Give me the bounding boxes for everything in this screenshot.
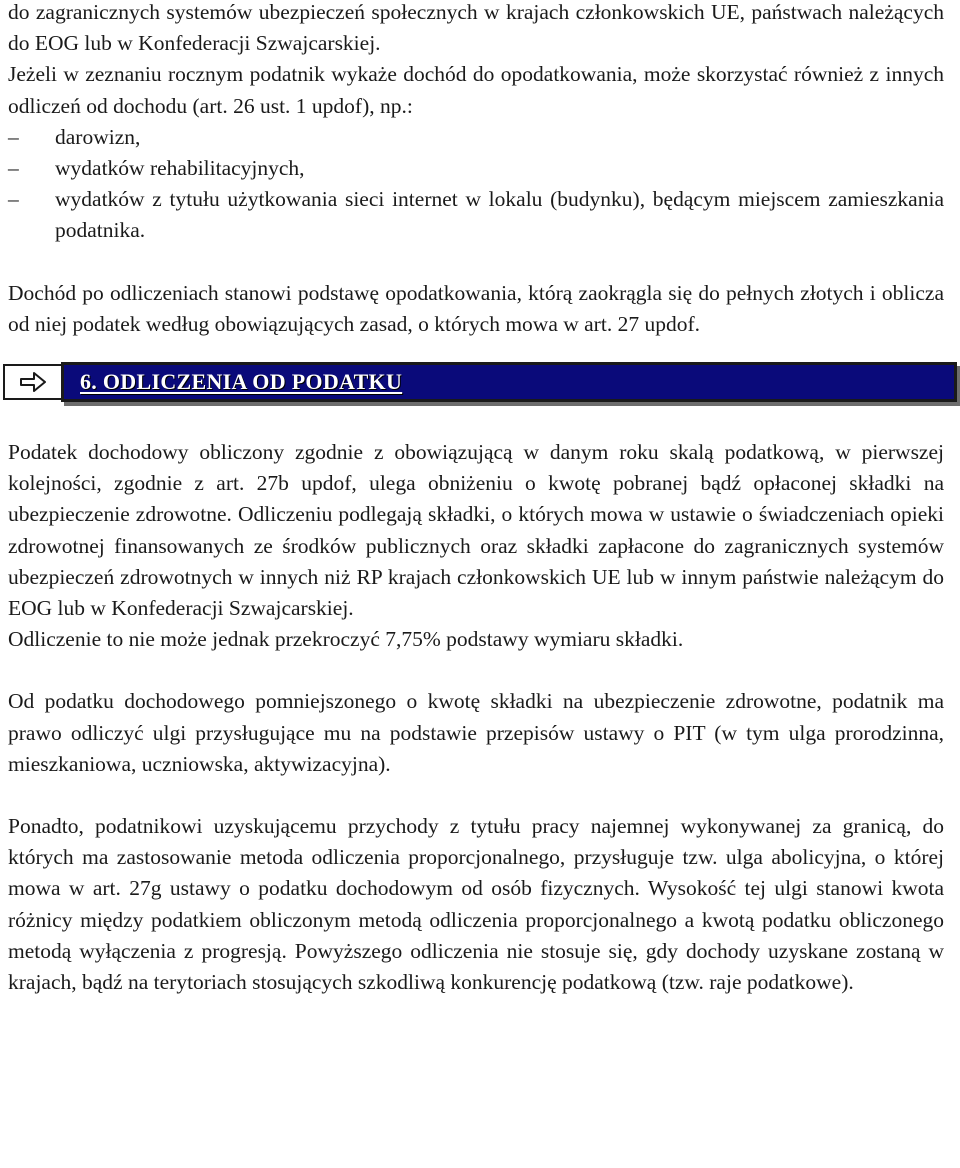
deductions-list [8,122,944,247]
list-item [8,184,944,246]
paragraph-health-contribution: Podatek dochodowy obliczony zgodnie z obowiązującą w danym roku skalą podatkową, w pierwszej kolejności, zgodnie z art. 27b updof, ulega obniżeniu o kwotę pobranej bądź opłaconej składki na ubezpieczenie zdrowotne. Odliczeniu podlegają składki, o których mowa w ustawie o świadczeniach opieki zdrowotnej finansowanych ze środków publicznych oraz składki zapłacone do zagranicznych systemów ubezpieczeń zdrowotnych w innych niż RP krajach członkowskich UE lub w innym państwie należącym do EOG lub w Konfederacji Szwajcarskiej. [8,440,944,621]
paragraph-foreign-social-insurance: do zagranicznych systemów ubezpieczeń społecznych w krajach członkowskich UE, państwach należących do EOG lub w Konfederacji Szwajcarskiej. [8,0,944,56]
section-title: 6. ODLICZENIA OD PODATKU [80,369,403,395]
paragraph-reliefs: Od podatku dochodowego pomniejszonego o kwotę składki na ubezpieczenie zdrowotne, podatnik ma prawo odliczyć ulgi przysługujące mu na podstawie przepisów ustawy o PIT (w tym ulga prorodzinna, mieszkaniowa, uczniowska, aktywizacyjna). [8,689,944,776]
section-title-bar [61,362,957,402]
list-item-text: wydatków z tytułu użytkowania sieci internet w lokalu (budynku), będącym miejscem zamieszkania podatnika. [55,187,944,243]
list-item-text: wydatków rehabilitacyjnych, [55,156,305,181]
arrow-box [3,364,61,400]
section-header [3,362,957,406]
paragraph-limit: Odliczenie to nie może jednak przekroczyć 7,75% podstawy wymiaru składki. [8,627,684,652]
list-item [8,122,944,153]
right-arrow-icon [19,371,47,393]
list-item [8,153,944,184]
dash-bullet: – [8,187,19,212]
dash-bullet: – [8,124,19,149]
paragraph-other-deductions: Jeżeli w zeznaniu rocznym podatnik wykaże dochód do opodatkowania, może skorzystać również z innych odliczeń od dochodu (art. 26 ust. 1 updof), np.: [8,62,944,118]
dash-bullet: – [8,156,19,181]
list-item-text: darowizn, [55,124,141,149]
paragraph-tax-base: Dochód po odliczeniach stanowi podstawę opodatkowania, którą zaokrągla się do pełnych złotych i oblicza od niej podatek według obowiązujących zasad, o których mowa w art. 27 updof. [8,280,944,336]
document-page [8,0,944,998]
paragraph-abolition-relief: Ponadto, podatnikowi uzyskującemu przychody z tytułu pracy najemnej wykonywanej za granicą, do których ma zastosowanie metoda odliczenia proporcjonalnego, przysługuje tzw. ulga abolicyjna, o której mowa w art. 27g ustawy o podatku dochodowym od osób fizycznych. Wysokość tej ulgi stanowi kwota różnicy między podatkiem obliczonym metodą odliczenia proporcjonalnego a kwotą podatku obliczonego metodą wyłączenia z progresją. Powyższego odliczenia nie stosuje się, gdy dochody uzyskane zostaną w krajach, bądź na terytoriach stosujących szkodliwą konkurencję podatkową (tzw. raje podatkowe). [8,814,944,995]
